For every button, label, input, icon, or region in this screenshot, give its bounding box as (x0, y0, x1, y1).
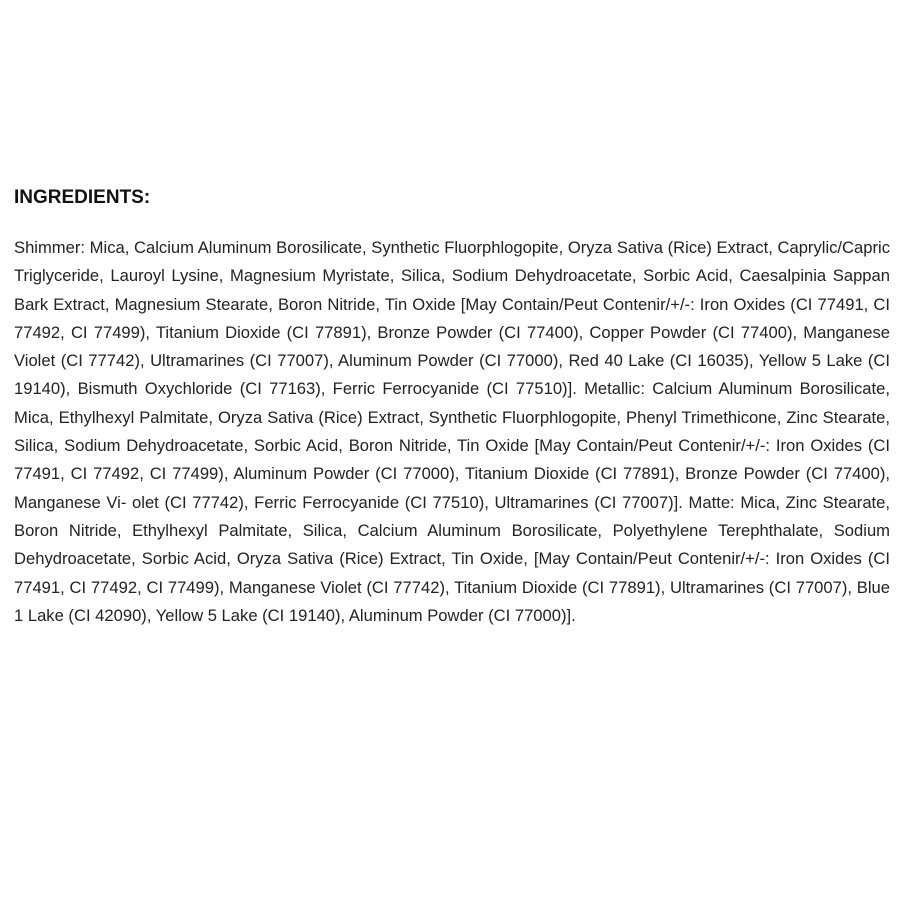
ingredients-list-text: Shimmer: Mica, Calcium Aluminum Borosilicate, Synthetic Fluorphlogopite, Oryza Sativa (Rice) Extract, Caprylic/Capric Triglyceride, Lauroyl Lysine, Magnesium Myristate, Silica, Sodium Dehydroacetate, Sorbic Acid, Caesalpinia Sappan Bark Extract, Magnesium Stearate, Boron Nitride, Tin Oxide [May Contain/Peut Contenir/+/-: Iron Oxides (CI 77491, CI 77492, CI 77499), Titanium Dioxide (CI 77891), Bronze Powder (CI 77400), Copper Powder (CI 77400), Manganese Violet (CI 77742), Ultramarines (CI 77007), Aluminum Powder (CI 77000), Red 40 Lake (CI 16035), Yellow 5 Lake (CI 19140), Bismuth Oxychloride (CI 77163), Ferric Ferrocyanide (CI 77510)]. Metallic: Calcium Aluminum Borosilicate, Mica, Ethylhexyl Palmitate, Oryza Sativa (Rice) Extract, Synthetic Fluorphlogopite, Phenyl Trimethicone, Zinc Stearate, Silica, Sodium Dehydroacetate, Sorbic Acid, Boron Nitride, Tin Oxide [May Contain/Peut Contenir/+/-: Iron Oxides (CI 77491, CI 77492, CI 77499), Aluminum Powder (CI 77000), Titanium Dioxide (CI 77891), Bronze Powder (CI 77400), Manganese Vi- olet (CI 77742), Ferric Ferrocyanide (CI 77510), Ultramarines (CI 77007)]. Matte: Mica, Zinc Stearate, Boron Nitride, Ethylhexyl Palmitate, Silica, Calcium Aluminum Borosilicate, Polyethylene Terephthalate, Sodium Dehydroacetate, Sorbic Acid, Oryza Sativa (Rice) Extract, Tin Oxide, [May Contain/Peut Contenir/+/-: Iron Oxides (CI 77491, CI 77492, CI 77499), Manganese Violet (CI 77742), Titanium Dioxide (CI 77891), Ultramarines (CI 77007), Blue 1 Lake (CI 42090), Yellow 5 Lake (CI 19140), Aluminum Powder (CI 77000)]. (14, 238, 890, 625)
ingredients-section (14, 184, 890, 630)
ingredients-heading: INGREDIENTS: (14, 187, 151, 208)
